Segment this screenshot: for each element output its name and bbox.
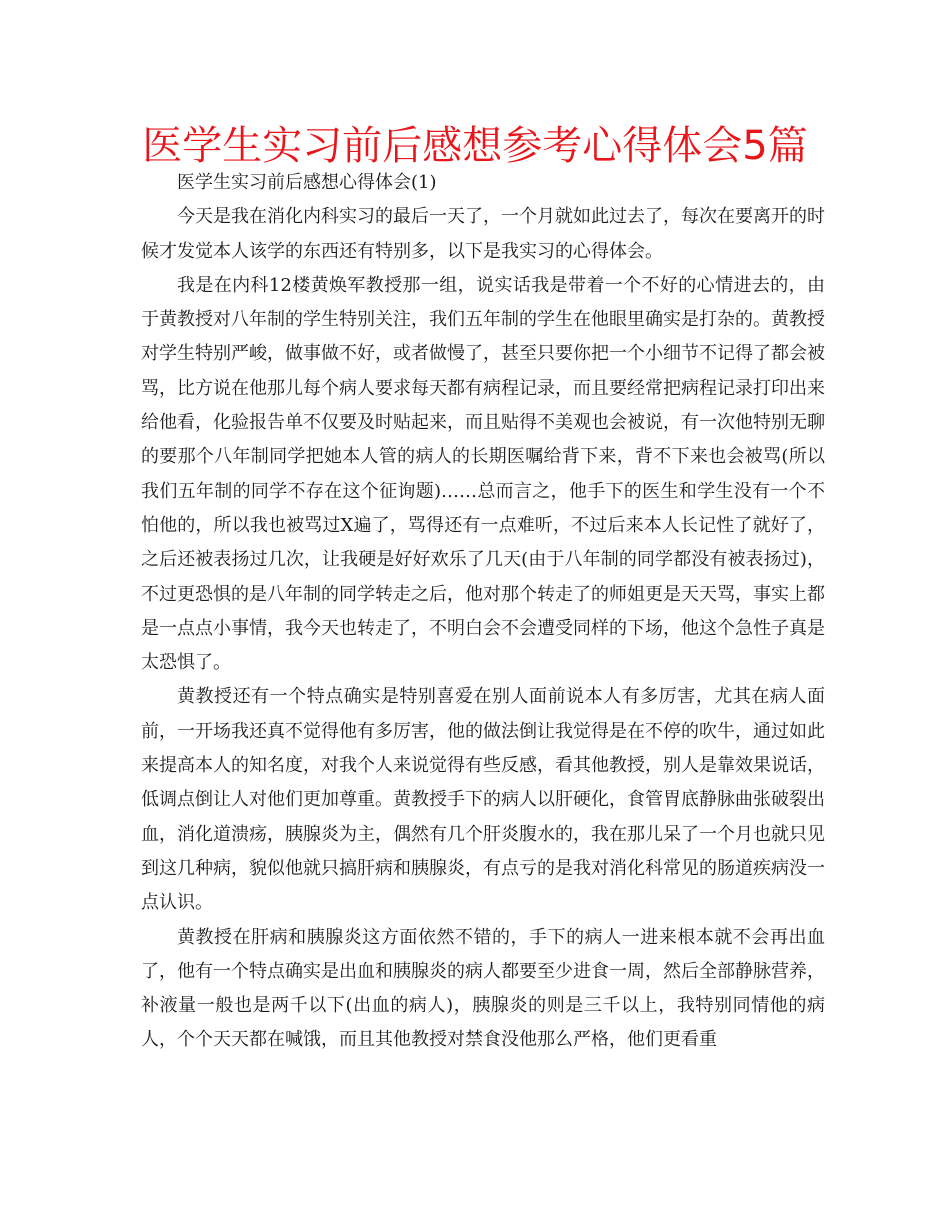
section-subtitle: 医学生实习前后感想心得体会(1) — [177, 172, 437, 193]
paragraph-1: 今天是我在消化内科实习的最后一天了，一个月就如此过去了，每次在要离开的时候才发觉本人该学的东西还有特别多，以下是我实习的心得体会。 — [141, 206, 825, 262]
paragraph-2: 我是在内科12楼黄焕军教授那一组，说实话我是带着一个不好的心情进去的，由于黄教授对八年制的学生特别关注，我们五年制的学生在他眼里确实是打杂的。黄教授对学生特别严峻，做事做不好，或者做慢了，甚至只要你把一个小细节不记得了都会被骂，比方说在他那儿每个病人要求每天都有病程记录，而且要经常把病程记录打印出来给他看，化验报告单不仅要及时贴起来，而且贴得不美观也会被说，有一次他特别无聊的要那个八年制同学把她本人管的病人的长期医嘱给背下来，背不下来也会被骂(所以我们五年制的同学不存在这个征询题)……总而言之，他手下的医生和学生没有一个不怕他的，所以我也被骂过X遍了，骂得还有一点难听，不过后来本人长记性了就好了，之后还被表扬过几次，让我硬是好好欢乐了几天(由于八年制的同学都没有被表扬过)，不过更恐惧的是八年制的同学转走之后，他对那个转走了的师姐更是天天骂，事实上都是一点点小事情，我今天也转走了，不明白会不会遭受同样的下场，他这个急性子真是太恐惧了。 — [141, 274, 825, 674]
paragraph-4: 黄教授在肝病和胰腺炎这方面依然不错的，手下的病人一进来根本就不会再出血了，他有一个特点确实是出血和胰腺炎的病人都要至少进食一周，然后全部静脉营养，补液量一般也是两千以下(出血的病人)，胰腺炎的则是三千以上，我特别同情他的病人，个个天天都在喊饿，而且其他教授对禁食没他那么严格，他们更看重 — [141, 926, 825, 1051]
paragraph-3: 黄教授还有一个特点确实是特别喜爱在别人面前说本人有多厉害，尤其在病人面前，一开场我还真不觉得他有多厉害，他的做法倒让我觉得是在不停的吹牛，通过如此来提高本人的知名度，对我个人来说觉得有些反感，看其他教授，别人是靠效果说话，低调点倒让人对他们更加尊重。黄教授手下的病人以肝硬化，食管胃底静脉曲张破裂出血，消化道溃疡，胰腺炎为主，偶然有几个肝炎腹水的，我在那儿呆了一个月也就只见到这几种病，貌似他就只搞肝病和胰腺炎，有点亏的是我对消化科常见的肠道疾病没一点认识。 — [141, 686, 825, 914]
document-title: 医学生实习前后感想参考心得体会5篇 — [142, 123, 808, 169]
document-body — [141, 166, 825, 1058]
